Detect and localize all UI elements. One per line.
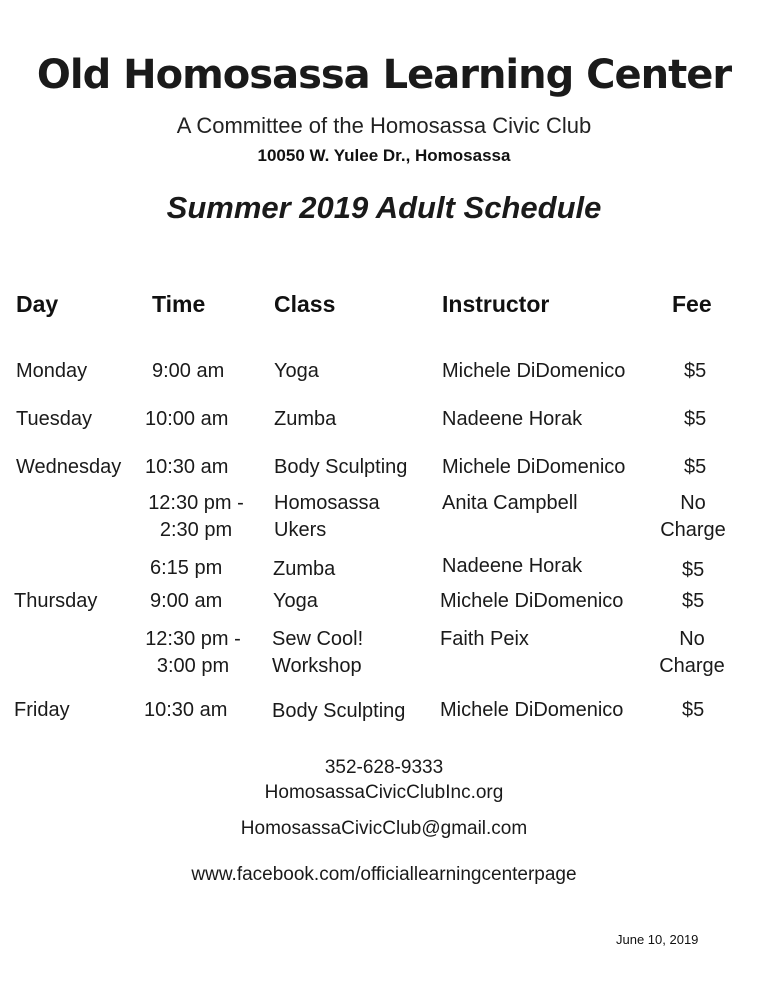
cell-fee: $5 <box>684 456 707 478</box>
column-header-time: Time <box>152 291 206 317</box>
cell-time: 10:30 am <box>145 456 229 478</box>
cell-instructor: Michele DiDomenico <box>440 699 624 721</box>
cell-time: 9:00 am <box>150 590 223 612</box>
cell-day: Wednesday <box>16 456 122 478</box>
cell-instructor: Anita Campbell <box>442 492 578 514</box>
cell-instructor: Nadeene Horak <box>442 555 583 577</box>
cell-instructor: Michele DiDomenico <box>440 590 624 612</box>
cell-time: 9:00 am <box>152 360 225 382</box>
facebook-link[interactable]: www.facebook.com/officiallearningcenterpage <box>191 864 577 885</box>
cell-class: Sew Cool! Workshop <box>272 628 364 677</box>
phone-number: 352-628-9333 <box>324 757 444 778</box>
cell-class: Yoga <box>274 360 319 382</box>
cell-fee: $5 <box>682 559 705 581</box>
cell-instructor: Faith Peix <box>440 628 529 650</box>
address: 10050 W. Yulee Dr., Homosassa <box>257 146 511 165</box>
cell-fee: No Charge <box>659 628 725 677</box>
cell-time: 12:30 pm - 2:30 pm <box>148 492 244 541</box>
column-header-instructor: Instructor <box>442 291 550 317</box>
cell-instructor: Michele DiDomenico <box>442 360 626 382</box>
cell-class: Zumba <box>274 408 337 430</box>
cell-fee: $5 <box>682 699 705 721</box>
cell-time: 10:00 am <box>145 408 229 430</box>
cell-class: Homosassa Ukers <box>274 492 380 541</box>
cell-time: 6:15 pm <box>150 557 223 579</box>
center-title: Old Homosassa Learning Center <box>36 52 732 98</box>
cell-day: Monday <box>16 360 88 382</box>
cell-fee: No Charge <box>660 492 726 541</box>
column-header-fee: Fee <box>672 291 712 317</box>
cell-day: Thursday <box>14 590 98 612</box>
email-link[interactable]: HomosassaCivicClub@gmail.com <box>240 818 528 839</box>
cell-fee: $5 <box>682 590 705 612</box>
cell-day: Friday <box>14 699 70 721</box>
committee-subtitle: A Committee of the Homosassa Civic Club <box>176 113 592 138</box>
cell-class: Zumba <box>273 558 336 580</box>
cell-class: Body Sculpting <box>274 456 408 478</box>
cell-day: Tuesday <box>16 408 92 430</box>
cell-time: 12:30 pm - 3:00 pm <box>145 628 241 677</box>
cell-fee: $5 <box>684 360 707 382</box>
column-header-class: Class <box>274 291 336 317</box>
cell-fee: $5 <box>684 408 707 430</box>
cell-instructor: Nadeene Horak <box>442 408 583 430</box>
column-header-day: Day <box>16 291 59 317</box>
website-link[interactable]: HomosassaCivicClubInc.org <box>264 782 504 803</box>
revision-date: June 10, 2019 <box>616 932 699 947</box>
cell-time: 10:30 am <box>144 699 228 721</box>
cell-class: Body Sculpting <box>272 700 406 722</box>
cell-class: Yoga <box>273 590 318 612</box>
schedule-title: Summer 2019 Adult Schedule <box>166 190 602 225</box>
cell-instructor: Michele DiDomenico <box>442 456 626 478</box>
